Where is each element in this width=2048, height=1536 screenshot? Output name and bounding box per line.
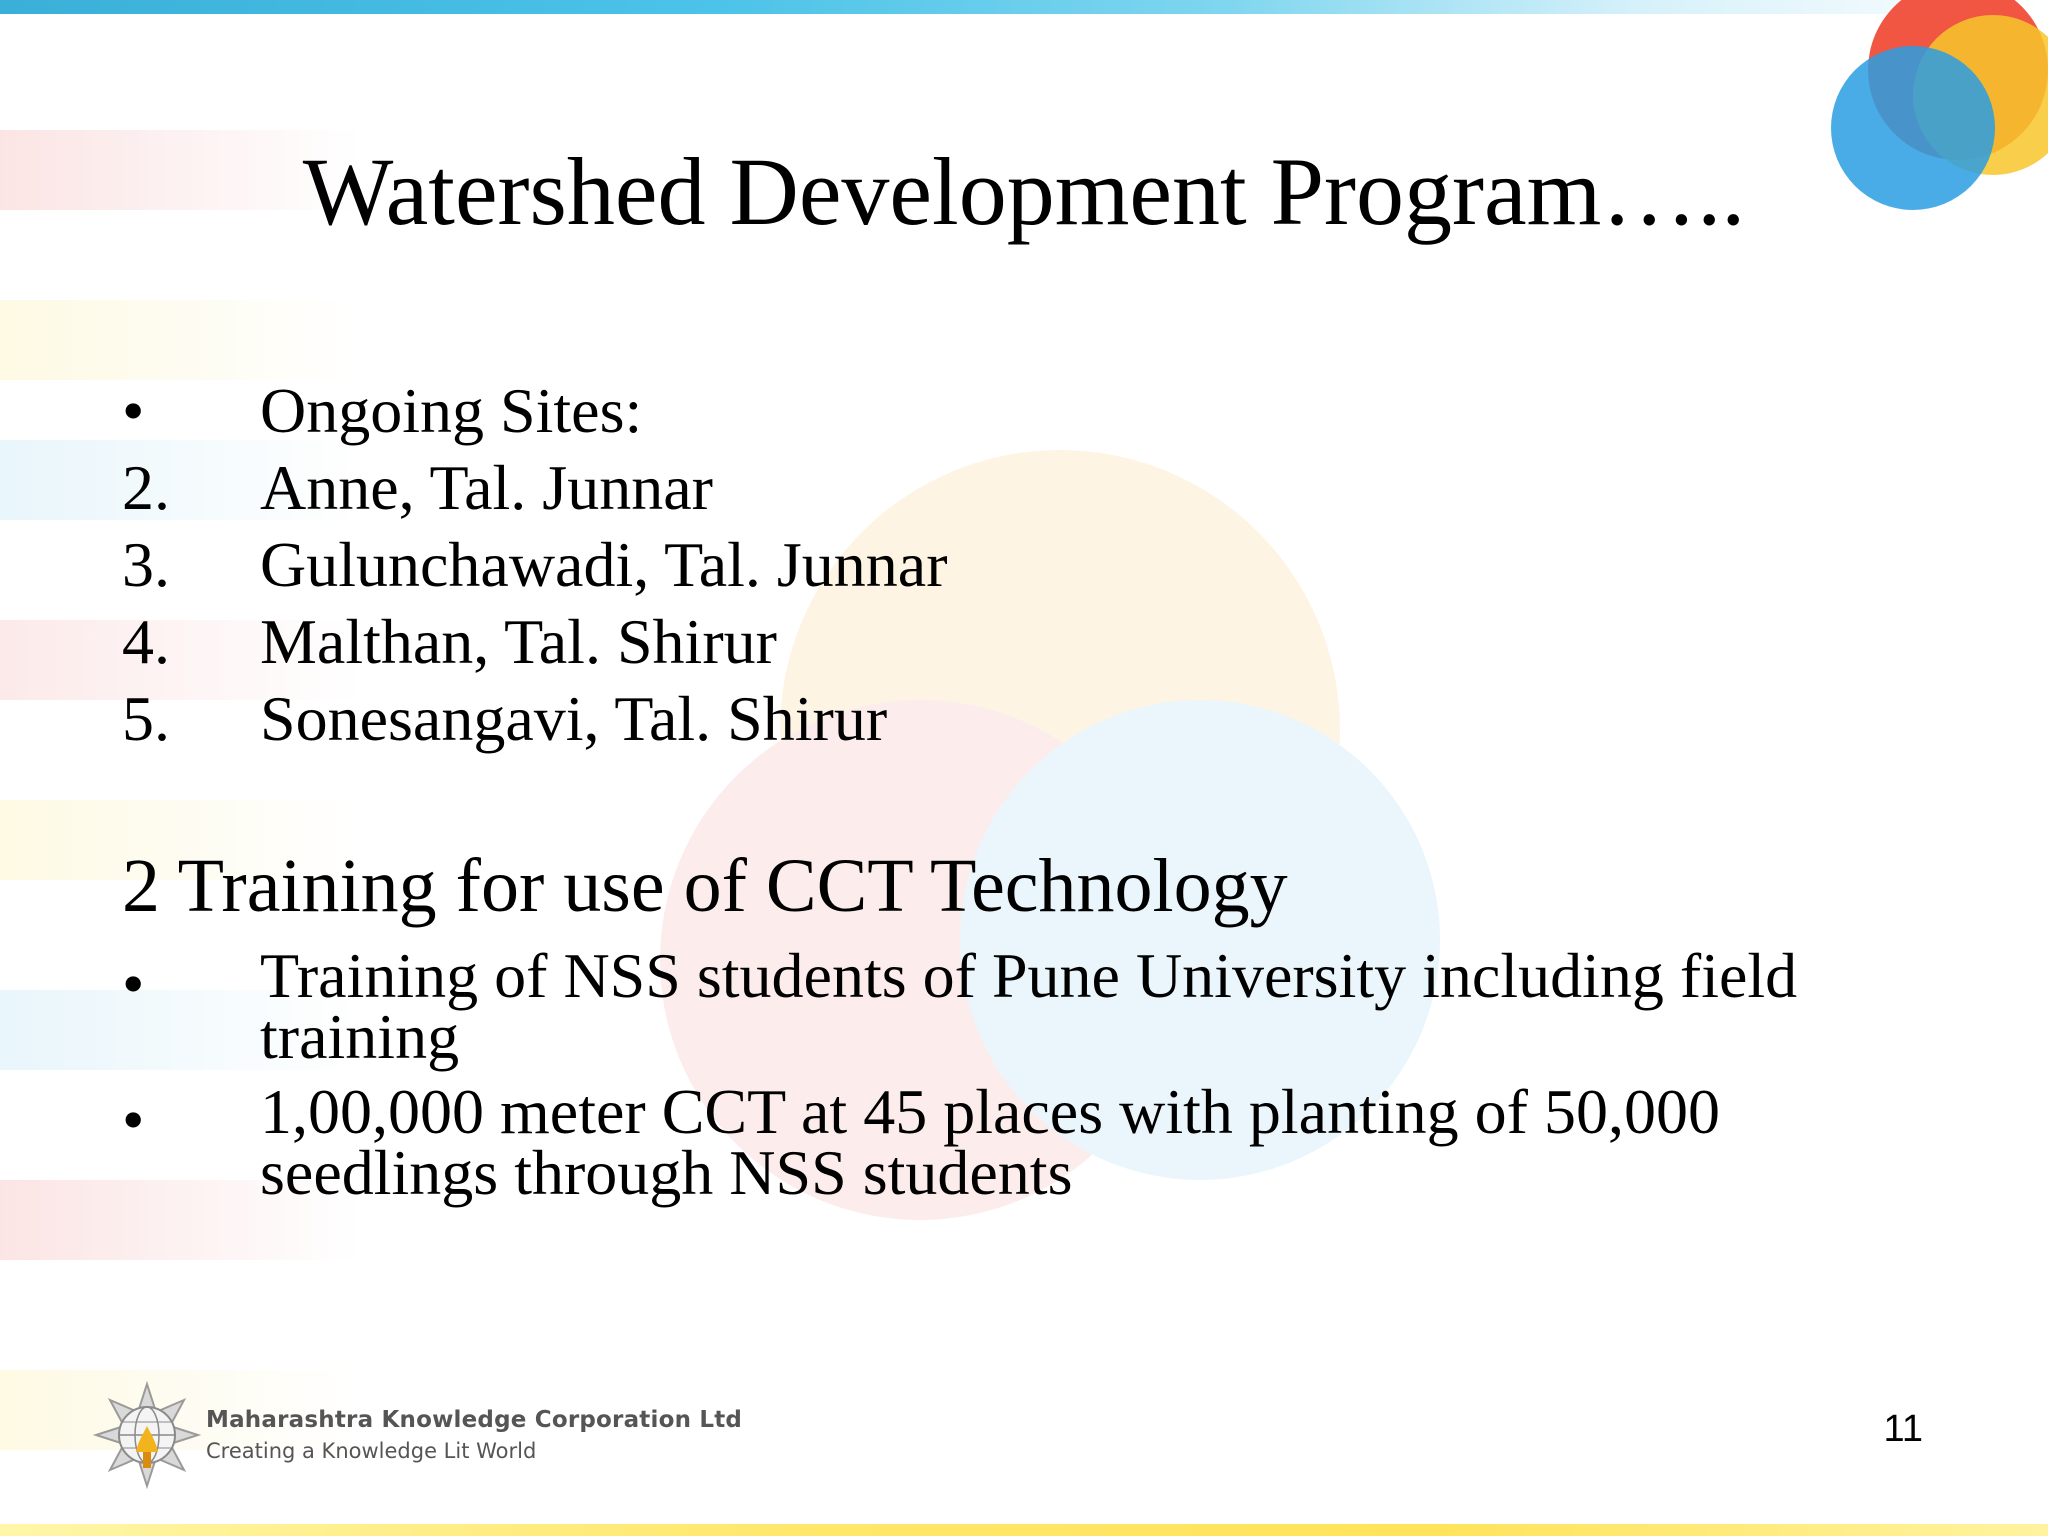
- list-item-text: Anne, Tal. Junnar: [260, 452, 713, 523]
- list-item: [122, 1076, 1922, 1208]
- list-item: [122, 940, 1922, 1072]
- list-item: [122, 526, 1922, 603]
- list-item: [122, 680, 1922, 757]
- company-logo: [92, 1380, 742, 1490]
- list-item: [122, 449, 1922, 526]
- list-item-text: Sonesangavi, Tal. Shirur: [260, 683, 888, 754]
- list-marker: •: [122, 375, 145, 446]
- top-accent-bar: [0, 0, 2048, 14]
- company-name: Maharashtra Knowledge Corporation Ltd: [206, 1407, 743, 1433]
- list-item-text: Malthan, Tal. Shirur: [260, 606, 777, 677]
- list-item-text: Training of NSS students of Pune University including field training: [260, 940, 1798, 1072]
- list-marker: 5.: [122, 683, 170, 754]
- left-decor-stripe: [0, 300, 360, 380]
- compass-star-globe-icon: [92, 1380, 202, 1490]
- list-item-text: Gulunchawadi, Tal. Junnar: [260, 529, 948, 600]
- slide-content: [122, 372, 1922, 1208]
- section-heading: 2 Training for use of CCT Technology: [122, 844, 1288, 928]
- list-marker: •: [122, 948, 145, 1019]
- list-item-text: 1,00,000 meter CCT at 45 places with planting of 50,000 seedlings through NSS students: [260, 1076, 1720, 1208]
- list-marker: 2.: [122, 452, 170, 523]
- list-marker: 4.: [122, 606, 170, 677]
- company-tagline: Creating a Knowledge Lit World: [206, 1439, 537, 1463]
- list-item: [122, 372, 1922, 449]
- logo-text: [206, 1407, 742, 1463]
- list-item: [122, 603, 1922, 680]
- list-marker: 3.: [122, 529, 170, 600]
- list-item-text: Ongoing Sites:: [260, 375, 643, 446]
- list-marker: •: [122, 1084, 145, 1155]
- bottom-accent-bar: [0, 1524, 2048, 1536]
- page-number: 11: [1883, 1408, 1923, 1450]
- slide-title: Watershed Development Program…..: [302, 138, 1746, 245]
